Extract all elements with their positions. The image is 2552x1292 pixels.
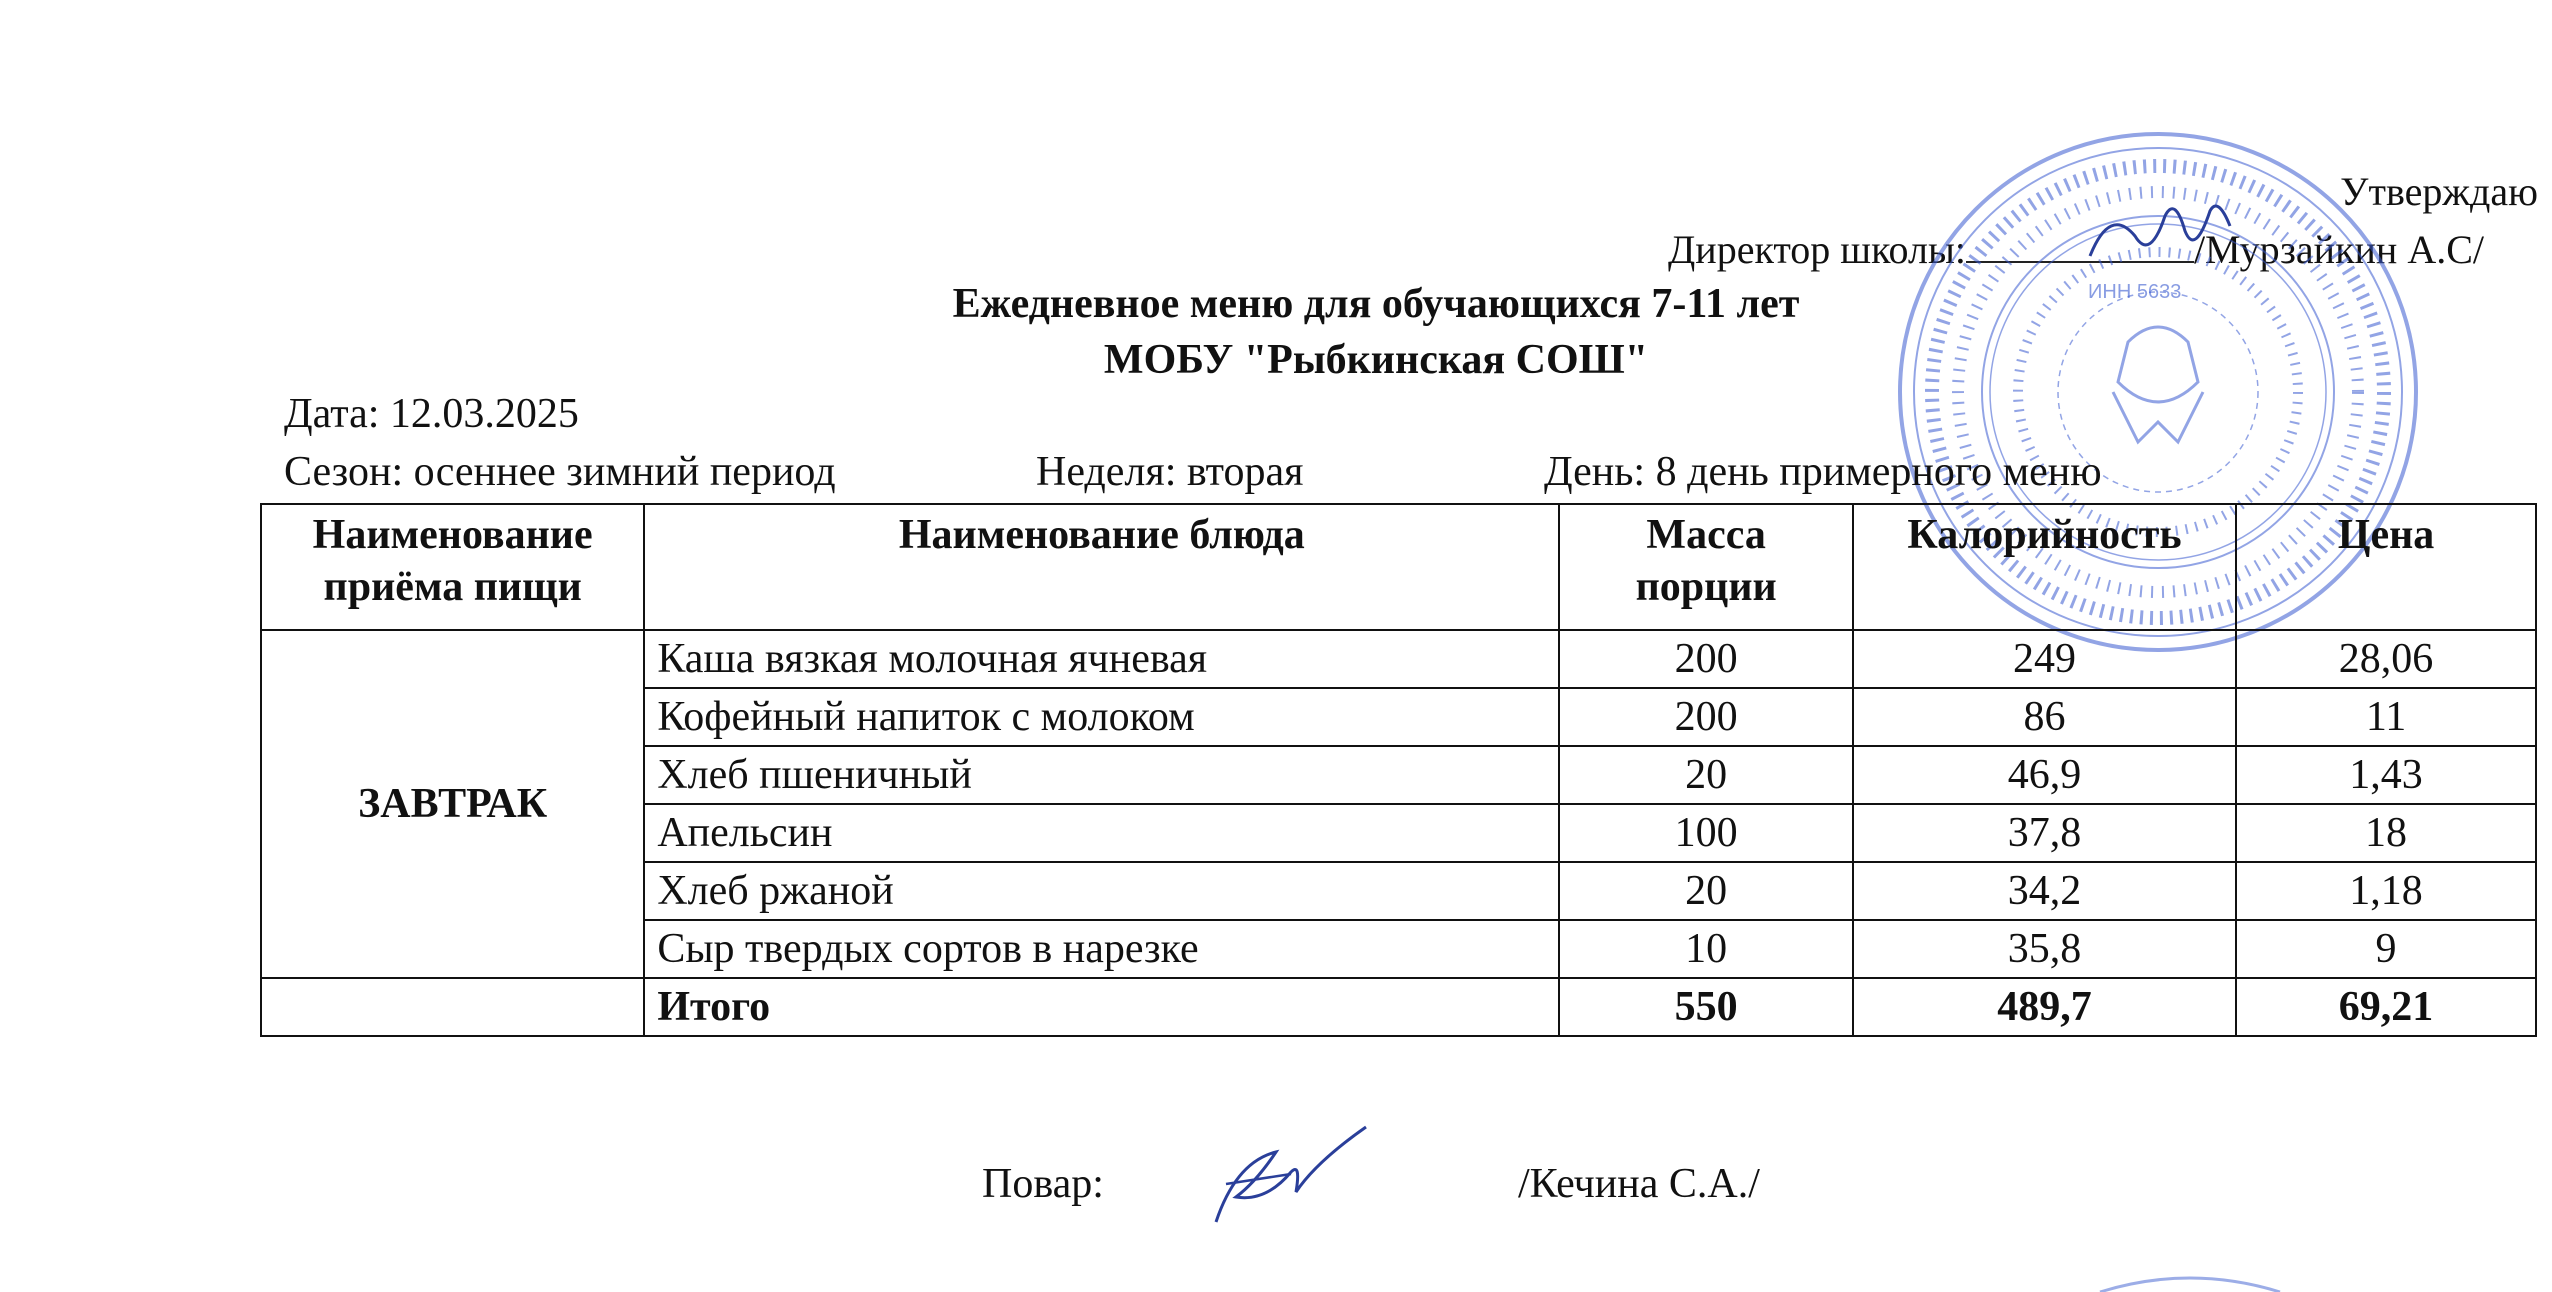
dish-name: Хлеб пшеничный [644, 746, 1559, 804]
menu-table [260, 503, 2537, 1037]
page-title: Ежедневное меню для обучающихся 7-11 лет [952, 281, 1800, 327]
dish-mass: 200 [1559, 630, 1853, 688]
total-calories: 489,7 [1853, 978, 2236, 1036]
menu-date: Дата: 12.03.2025 [284, 391, 579, 437]
table-row [261, 630, 2536, 688]
total-price: 69,21 [2236, 978, 2536, 1036]
approve-label: Утверждаю [2340, 169, 2538, 214]
header-calories: Калорийность [1853, 504, 2236, 630]
table-header-row [261, 504, 2536, 630]
menu-week: Неделя: вторая [1036, 449, 1304, 495]
header-price: Цена [2236, 504, 2536, 630]
total-mass: 550 [1559, 978, 1853, 1036]
dish-mass: 200 [1559, 688, 1853, 746]
dish-calories: 86 [1853, 688, 2236, 746]
dish-name: Хлеб ржаной [644, 862, 1559, 920]
total-label: Итого [644, 978, 1559, 1036]
director-signature [2080, 186, 2240, 276]
partial-stamp-edge [2090, 1270, 2290, 1292]
meal-name: ЗАВТРАК [261, 630, 644, 978]
dish-name: Каша вязкая молочная ячневая [644, 630, 1559, 688]
dish-mass: 20 [1559, 746, 1853, 804]
dish-price: 11 [2236, 688, 2536, 746]
dish-price: 9 [2236, 920, 2536, 978]
dish-name: Апельсин [644, 804, 1559, 862]
cook-label: Повар: [982, 1161, 1104, 1207]
dish-price: 1,18 [2236, 862, 2536, 920]
menu-day: День: 8 день примерного меню [1544, 449, 2102, 495]
header-meal: Наименование приёма пищи [261, 504, 644, 630]
dish-calories: 249 [1853, 630, 2236, 688]
dish-mass: 20 [1559, 862, 1853, 920]
dish-name: Сыр твердых сортов в нарезке [644, 920, 1559, 978]
total-row [261, 978, 2536, 1036]
dish-calories: 46,9 [1853, 746, 2236, 804]
director-name: /Мурзайкин А.С/ [2193, 227, 2484, 272]
cook-name: /Кечина С.А./ [1518, 1161, 1760, 1207]
dish-price: 1,43 [2236, 746, 2536, 804]
dish-calories: 34,2 [1853, 862, 2236, 920]
menu-season: Сезон: осеннее зимний период [284, 449, 836, 495]
dish-mass: 100 [1559, 804, 1853, 862]
total-empty-cell [261, 978, 644, 1036]
dish-calories: 35,8 [1853, 920, 2236, 978]
dish-name: Кофейный напиток с молоком [644, 688, 1559, 746]
dish-calories: 37,8 [1853, 804, 2236, 862]
director-label: Директор школы: [1668, 227, 1966, 272]
cook-signature [1196, 1122, 1376, 1232]
dish-mass: 10 [1559, 920, 1853, 978]
dish-price: 18 [2236, 804, 2536, 862]
header-dish: Наименование блюда [644, 504, 1559, 630]
stamp-inn-text: ИНН 5633 [2088, 281, 2182, 303]
dish-price: 28,06 [2236, 630, 2536, 688]
header-mass: Масса порции [1559, 504, 1853, 630]
school-name: МОБУ "Рыбкинская СОШ" [1103, 337, 1649, 383]
